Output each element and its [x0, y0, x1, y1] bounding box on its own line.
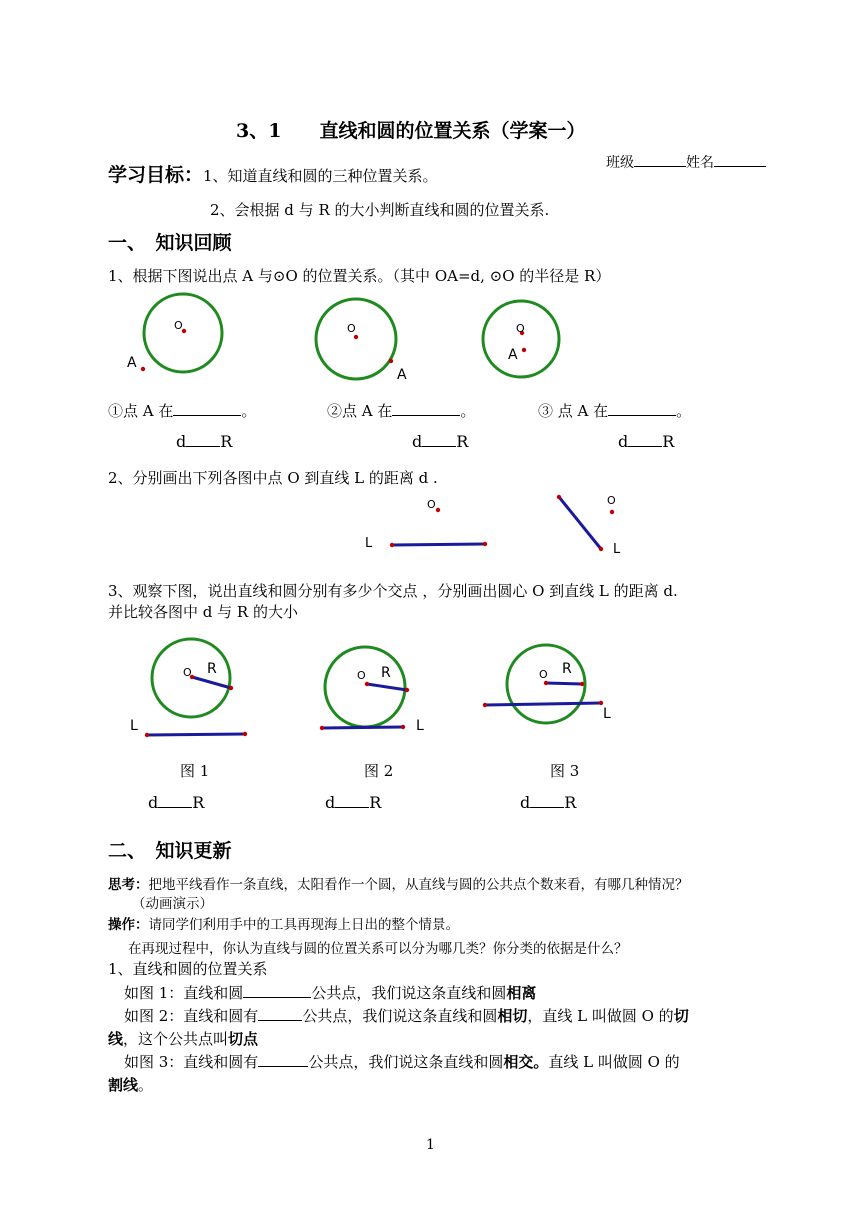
question-3-line2: 并比较各图中 d 与 R 的大小 [108, 603, 298, 621]
q1-label-a-2: A [397, 367, 407, 383]
think-paragraph [108, 873, 689, 893]
q2-point-o-2 [610, 510, 614, 514]
q1-dr-blank-3[interactable] [628, 432, 662, 447]
q1-answer-1: ①点 A 在 。 [108, 402, 257, 420]
q3-line-1 [147, 734, 245, 735]
q1-figure-2 [316, 299, 396, 379]
fig2-blank[interactable] [258, 1006, 302, 1021]
fig1-blank[interactable] [243, 983, 311, 998]
q3-label-o-2: O [357, 669, 366, 682]
q3-label-r-1: R [207, 661, 217, 677]
q3-label-l-2: L [416, 718, 424, 734]
q1-figure-1 [141, 294, 222, 372]
q2-label-l-2: L [613, 542, 621, 557]
question-1: 1、根据下图说出点 A 与⊙O 的位置关系。（其中 OA=d, ⊙O 的半径是 R） [108, 267, 611, 285]
q1-blank-1[interactable] [173, 401, 241, 416]
q1-label-o-3: O [516, 322, 525, 335]
think-text-2: （动画演示） [132, 896, 213, 912]
fig2-statement-cont: 线，这个公共点叫切点 [108, 1030, 259, 1048]
subsection-1: 1、直线和圆的位置关系 [108, 960, 268, 978]
fig3-statement: 如图 3：直线和圆有 公共点，我们说这条直线和圆相交。直线 L 叫做圆 O 的 [124, 1053, 680, 1071]
q1-figure-3 [483, 301, 559, 377]
op-label: 操作： [108, 917, 149, 933]
q3-radius-1 [192, 677, 231, 688]
think-label: 思考： [108, 877, 149, 893]
q2-line-2 [559, 497, 601, 549]
q3-label-r-2: R [381, 665, 391, 681]
section2-heading: 二、 知识更新 [108, 840, 232, 862]
q3-line-3 [485, 703, 601, 705]
q3-label-o-1: O [183, 666, 192, 679]
q3-dr-blank-3[interactable] [530, 793, 564, 808]
q2-figure-1 [390, 508, 487, 547]
q2-label-o-2: O [607, 494, 616, 507]
q1-circle-1 [144, 294, 222, 372]
section1-heading: 一、 知识回顾 [108, 232, 232, 254]
q1-point-a-3 [522, 348, 526, 352]
q1-center-dot-2 [354, 335, 358, 339]
q3-dr-1: d R [148, 793, 205, 812]
q1-dr-3: d R [618, 432, 675, 451]
process-question: 在再现过程中，你认为直线与圆的位置关系可以分为哪几类？你分类的依据是什么？ [128, 941, 628, 957]
q3-figure-3 [483, 645, 603, 723]
q1-dr-2: d R [412, 432, 469, 451]
q1-point-a-2 [389, 359, 393, 363]
question-2: 2、分别画出下列各图中点 O 到直线 L 的距离 d . [108, 469, 438, 487]
q3-label-l-1: L [130, 718, 138, 734]
fig2-statement: 如图 2：直线和圆有 公共点，我们说这条直线和圆相切，直线 L 叫做圆 O 的切 [124, 1007, 689, 1025]
q1-label-o-2: O [347, 322, 356, 335]
think-text: 把地平线看作一条直线，太阳看作一个圆，从直线与圆的公共点个数来看，有哪几种情况？ [148, 877, 689, 893]
q3-figure-1 [145, 639, 247, 737]
q3-radius-2 [367, 684, 407, 690]
q1-dr-1: d R [176, 432, 233, 451]
q1-label-a-1: A [127, 355, 137, 371]
class-label: 班级 [606, 155, 634, 171]
fig-caption-1: 图 1 [180, 762, 210, 780]
goal-item-1: 1、知道直线和圆的三种位置关系。 [203, 167, 438, 185]
q2-figure-2 [557, 495, 614, 551]
q1-point-a-1 [141, 367, 145, 371]
op-text: 请同学们利用手中的工具再现海上日出的整个情景。 [148, 917, 459, 933]
page-number: 1 [426, 1137, 435, 1153]
q3-dr-3: d R [520, 793, 577, 812]
q1-blank-2[interactable] [392, 401, 460, 416]
name-label: 姓名 [686, 155, 714, 171]
q3-label-o-3: O [539, 668, 548, 681]
q3-label-r-3: R [562, 661, 572, 677]
fig3-statement-cont: 割线。 [108, 1076, 154, 1094]
fig-caption-2: 图 2 [364, 762, 394, 780]
goals-label: 学习目标： [108, 164, 204, 186]
goal-item-2: 2、会根据 d 与 R 的大小判断直线和圆的位置关系. [210, 201, 550, 219]
fig1-statement: 如图 1：直线和圆 公共点，我们说这条直线和圆相离 [124, 984, 537, 1002]
q3-dr-blank-2[interactable] [335, 793, 369, 808]
q2-point-o-1 [436, 508, 440, 512]
q3-label-l-3: L [603, 706, 611, 722]
q3-line-2 [322, 727, 403, 728]
q2-label-o-1: O [427, 498, 436, 511]
q1-blank-3[interactable] [608, 401, 676, 416]
q1-circle-3 [483, 301, 559, 377]
q1-answer-3: ③ 点 A 在 。 [538, 402, 692, 420]
fig3-blank[interactable] [258, 1052, 308, 1067]
q1-label-a-3: A [508, 347, 518, 363]
q3-figure-2 [320, 647, 409, 730]
page-title: 3、1 直线和圆的位置关系（学案一） [236, 120, 586, 142]
q1-dr-blank-1[interactable] [186, 432, 220, 447]
operation-paragraph [108, 913, 459, 933]
q2-label-l-1: L [365, 536, 373, 551]
question-3-line1: 3、观察下图，说出直线和圆分别有多少个交点 ，分别画出圆心 O 到直线 L 的距离 d. [108, 582, 678, 600]
q3-dr-2: d R [325, 793, 382, 812]
q1-dr-blank-2[interactable] [422, 432, 456, 447]
q3-radius-3 [546, 683, 582, 684]
fig-caption-3: 图 3 [550, 762, 580, 780]
q1-answer-2: ②点 A 在 。 [327, 402, 476, 420]
q2-line-1 [392, 544, 485, 545]
q1-label-o-1: O [174, 319, 183, 332]
q3-dr-blank-1[interactable] [158, 793, 192, 808]
